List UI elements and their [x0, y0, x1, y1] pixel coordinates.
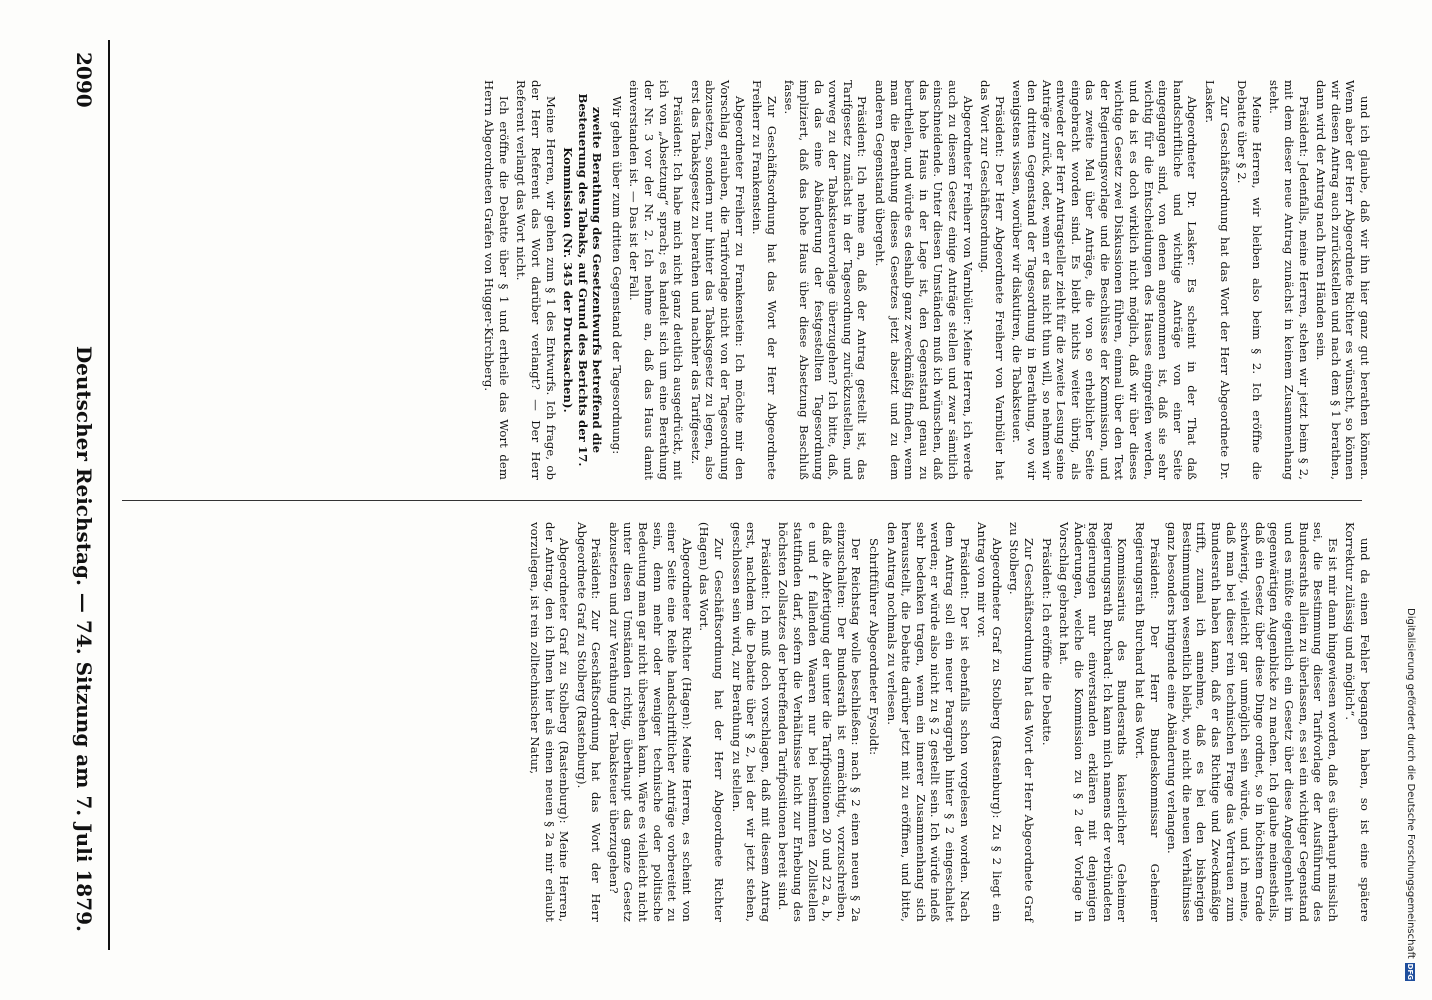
- paragraph: Zur Geschäftsordnung hat der Herr Abgeordnete Richter (Hagen) das Wort.: [697, 522, 727, 922]
- column-divider: [122, 500, 1362, 501]
- paragraph: Meine Herren, wir gehen zum § 1 des Entwurfs. Ich frage, ob der Herr Referent das Wort darüber verlangt? — Der Herr Referent verlangt das Wort nicht.: [514, 80, 558, 480]
- paragraph: Abgeordneter Graf zu Stolberg (Rastenburg): Zu § 2 liegt ein Antrag von mir vor.: [975, 522, 1004, 922]
- paragraph: Meine Herren, wir bleiben also beim § 2. Ich eröffne die Debatte über § 2.: [1235, 80, 1264, 480]
- paragraph: Präsident: Ich eröffne die Debatte.: [1039, 538, 1054, 746]
- paragraph: Abgeordneter Freiherr von Varnbüler: Meine Herren, ich werde auch zu diesem Gesetz einige Anträge stellen und zwar sämtlich einschneidende. Unter diesen Umständen muß ich wünschen, daß das hohe Haus in der Lage ist, den Gegenstand genau zu beurtheilen, und würde es deshalb ganz zweckmäßig finden, wenn man die Berathung dieses Gesetzes jetzt absetzt und zu dem anderen Gegenstand übergeht.: [873, 80, 975, 480]
- paragraph: Präsident: Ich muß doch vorschlagen, daß mit diesem Antrag erst, nachdem die Debatte über § 2, bei der wir jetzt stehen, geschlossen sein wird, zur Berathung zu stellen.: [729, 522, 773, 922]
- dfg-logo-icon: DFG: [1406, 963, 1415, 981]
- paragraph: Abgeordneter Richter (Hagen): Meine Herren, es scheint von einer Seite eine Reihe handschriftlicher Anträge vorbereitet zu sein, denn mehr oder weniger technische oder politische Bedeutung man gar nicht übersehen kann. Wäre es vielleicht nicht unter diesen Umständen richtig, überhaupt das ganze Gesetz abzusetzen und zur Verathung der Tabaksteuer überzugehen?: [606, 522, 694, 922]
- paragraph: Präsident: Ich nehme an, daß der Antrag gestellt ist, das Tarifgesetz zunächst in der Tagesordnung zurückzustellen, und vorweg zu der Tabaksteuervorlage überzugehen? Ich bitte, daß, da das eine Abänderung der festgestellten Tagesordnung impliziert, daß das hohe Haus über diese Absetzung Beschluß fasse.: [782, 80, 870, 480]
- left-column: [117, 522, 1372, 922]
- paragraph: Zur Geschäftsordnung hat das Wort der Herr Abgeordnete Dr. Lasker.: [1203, 80, 1232, 480]
- paragraph: Zur Geschäftsordnung hat das Wort der Herr Abgeordnete Graf zu Stolberg.: [1007, 522, 1036, 922]
- paragraph: Präsident: Jedenfalls, meine Herren, stehen wir jetzt beim § 2, mit dem dieser neue Antrag zunächst in keinem Zusammenhang steht.: [1267, 80, 1311, 480]
- paragraph: Schriftführer Abgeordneter Eysoldt:: [867, 538, 881, 756]
- digitization-footer: [1405, 608, 1416, 981]
- paragraph: Wir gehen über zum dritten Gegenstand der Tagesordnung:: [609, 96, 624, 455]
- paragraph: Präsident: Der ist ebenfalls schon vorgelesen worden. Nach dem Antrag soll ein neuer Paragraph hinter § 2 eingeschaltet werden; er würde also nicht zu § 2 gestellt sein. Ich würde indeß sehr bedenken tragen, wenn ein innerer Zusammenhang sich herausstellt, die Debatte darüber jetzt mit zu eröffnen, und bitte, den Antrag nochmals zu verlesen.: [884, 522, 972, 922]
- paragraph: Der Reichstag wolle beschließen: nach § 2 einen neuen § 2a einzuschalten: Der Bundesrath ist ermächtigt, vorzuschreiben, daß die Abfertigung der unter die Tarifpositionen 20 und 22 a, b, e und f fallenden Waaren nur bei bestimmten Zollstellen stattfinden darf, sofern die Verhältnisse nicht zur Erhebung des höchsten Zollsatzes der betreffenden Tarifpositionen bereit sind.: [776, 522, 864, 922]
- paragraph: Kommissarius des Bundesraths kaiserlicher Geheimer Regierungsrath Burchard: Ich kann mich namens der verbündeten Regierungen nur einverstanden erklären mit denjenigen Änderungen, welche die Kommission zu § 2 der Vorlage in Vorschlag gebracht hat.: [1057, 522, 1130, 922]
- page-number: 2090: [72, 52, 96, 108]
- page-title: Deutscher Reichstag. — 74. Sitzung am 7. Juli 1879.: [72, 345, 96, 932]
- right-column: [117, 80, 1372, 480]
- paragraph: und da einen Fehler begangen haben, so ist eine spätere Korrektur zulässig und möglich“.: [1343, 522, 1372, 922]
- paragraph: Präsident: Ich habe mich nicht ganz deutlich ausgedrückt, mit ich von „Absetzung“ sprach; es handelt sich um eine Berathung der Nr. 3 vor der Nr. 2. Ich nehme an, daß das Haus damit einverstanden ist. — Das ist der Fall.: [627, 80, 686, 480]
- paragraph: Abgeordneter Dr. Lasker: Es scheint in der That daß handschriftliche und wichtige Anträge von einer Seite eingegangen sind, von denen angenommen ist, daß sie sehr wichtig für die Entscheidungen des Hauses eingreifen werden, und da ist es doch wirklich nicht möglich, daß wir über dieses wichtige Gesetz zwei Diskussionen führen, einmal über den Text der Regierungsvorlage und die Beschlüsse der Kommission, und das zweite Mal über Anträge, die von so erheblicher Seite eingebracht worden sind. Es bleibt nichts weiter übrig, als entweder der Herr Antragsteller zieht für die zweite Lesung seine Anträge zurück, oder, wenn er das nicht thun will, so nehmen wir den dritten Gegenstand der Tagesordnung in Berathung, wo wir wenigstens wissen, worüber wir diskutiren, die Tabaksteuer.: [1010, 80, 1200, 480]
- header-rule: [108, 40, 110, 950]
- paragraph: Abgeordneter Freiherr zu Frankenstein: Ich möchte mir den Vorschlag erlauben, die Tarifvorlage nicht von der Tagesordnung abzusetzen, sondern nur hinter das Tabaksgesetz zu legen, also erst das Tabaksgesetz zu berathen und nachher das Tarifgesetz.: [688, 80, 747, 480]
- paragraph: Präsident: Zur Geschäftsordnung hat das Wort der Herr Abgeordnete Graf zu Stolberg (Rastenburg).: [574, 522, 604, 922]
- paragraph: Abgeordneter Graf zu Stolberg (Rastenburg): Meine Herren, der Antrag, den ich Ihnen hier als einen neuen § 2a mir erlaubt vorzulegen, ist rein zolltechnischer Natur,: [527, 522, 572, 922]
- paragraph: und ich glaube, daß wir ihn hier ganz gut berathen können. Wenn aber der Herr Abgeordnete Richter es wünscht, so können wir diesen Antrag auch zurückstellen und nach dem § 1 berathen, dann wird der Antrag nach Ihren Händen sein.: [1314, 80, 1372, 480]
- paragraph: Präsident: Der Herr Abgeordnete Freiherr von Varnbüler hat das Wort zur Geschäftsordnung.: [978, 80, 1007, 480]
- footer-text: Digitalisierung gefördert durch die Deutsche Forschungsgemeinschaft: [1405, 608, 1416, 959]
- page-header: [66, 52, 102, 932]
- paragraph: Präsident: Der Herr Bundeskommissar Geheimer Regierungsrath Burchard hat das Wort.: [1133, 522, 1162, 922]
- paragraph: Es ist mir dann hingewiesen worden, daß es überhaupt misslich sei, die Bestimmung dieser Tarifvorlage der Ausführung des Bundesraths allein zu überlassen, es sei ein wichtiger Gegenstand und es müßte eigentlich ein Gesetz über diese Angelegenheit im gegenwärtigen Augenblicke zu machen. Ich glaube meinestheils, daß ein Gesetz über diese Dinge ordnet, so in höchstem Grade schwierig, vielleicht gar unmöglich sein würde, und ich meine, daß man bei dieser rein technischen Frage das Vertrauen zum Bundesrath haben kann, daß er das Richtige und Zweckmäßige trifft, zumal ich annehme, daß es bei den bisherigen Bestimmungen wesentlich bleibt, wo nicht die neuen Verhältnisse ganz besonders bringende eine Abänderung verlangen.: [1165, 522, 1340, 922]
- paragraph: Ich eröffne die Debatte über § 1 und ertheile das Wort dem Herrn Abgeordneten Grafen von Hugger-Kirchberg.: [482, 80, 511, 480]
- section-heading: zweite Berathung des Gesetzentwurfs betreffend die Besteuerung des Tabaks, auf Grund des Berichts der 17. Kommission (Nr. 345 der Drucksachen).: [561, 93, 605, 467]
- paragraph: Zur Geschäftsordnung hat das Wort der Herr Abgeordnete Freiherr zu Frankenstein.: [750, 80, 779, 480]
